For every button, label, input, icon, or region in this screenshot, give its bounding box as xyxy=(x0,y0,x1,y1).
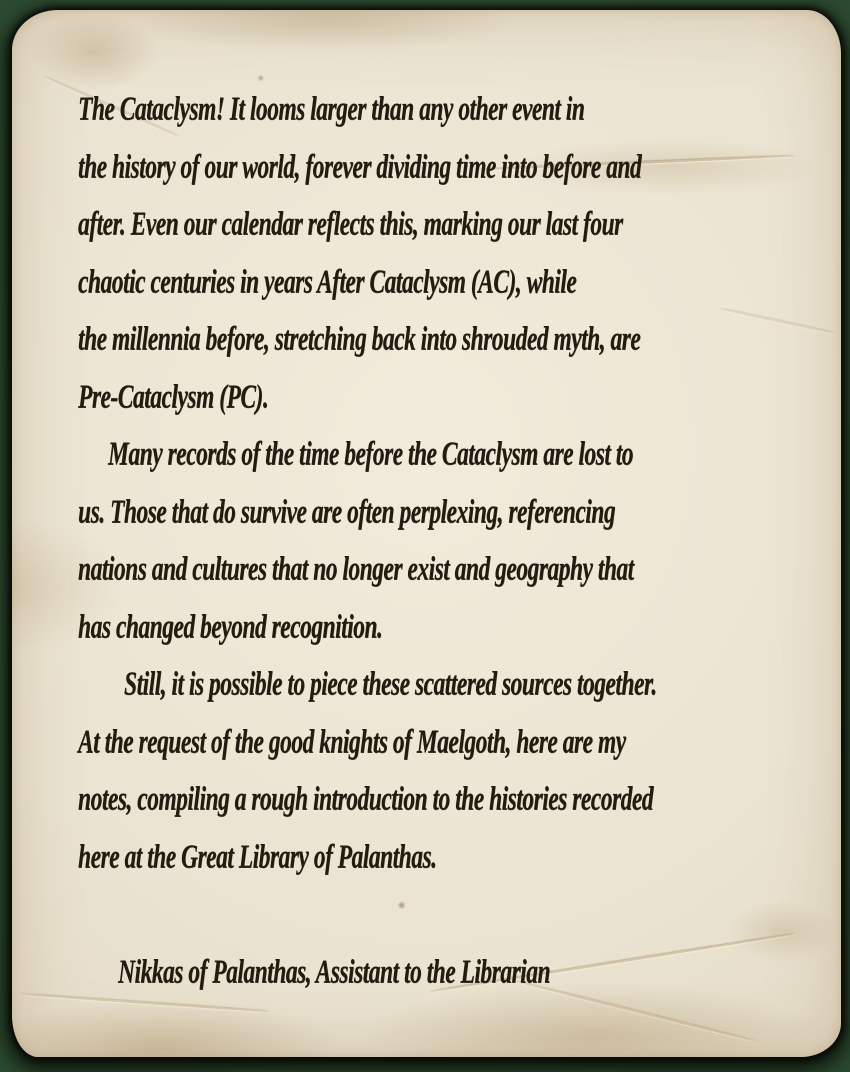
text-line: At the request of the good knights of Maelgoth, here are my xyxy=(78,723,626,761)
text-line: Pre-Cataclysm (PC). xyxy=(78,378,269,416)
paragraph xyxy=(78,427,793,657)
signature-line: Nikkas of Palanthas, Assistant to the Librarian xyxy=(118,953,551,991)
paragraph xyxy=(78,82,793,427)
text-line: the history of our world, forever dividing time into before and xyxy=(78,148,642,186)
text-line: nations and cultures that no longer exist and geography that xyxy=(78,551,634,589)
text-line: after. Even our calendar reflects this, marking our last four xyxy=(78,206,623,244)
text-line: chaotic centuries in years After Cataclysm (AC), while xyxy=(78,263,577,301)
text-line: The Cataclysm! It looms larger than any other event in xyxy=(78,91,585,129)
text-line: Many records of the time before the Cataclysm are lost to xyxy=(108,436,634,474)
text-line: has changed beyond recognition. xyxy=(78,608,383,646)
text-line: here at the Great Library of Palanthas. xyxy=(78,838,437,876)
text-line: Still, it is possible to piece these scattered sources together. xyxy=(124,666,657,704)
document-text xyxy=(78,82,793,1002)
parchment-page xyxy=(12,10,841,1057)
paragraph xyxy=(78,657,793,887)
text-line: notes, compiling a rough introduction to the histories recorded xyxy=(78,781,654,819)
text-line: the millennia before, stretching back into shrouded myth, are xyxy=(78,321,641,359)
text-line: us. Those that do survive are often perplexing, referencing xyxy=(78,493,616,531)
